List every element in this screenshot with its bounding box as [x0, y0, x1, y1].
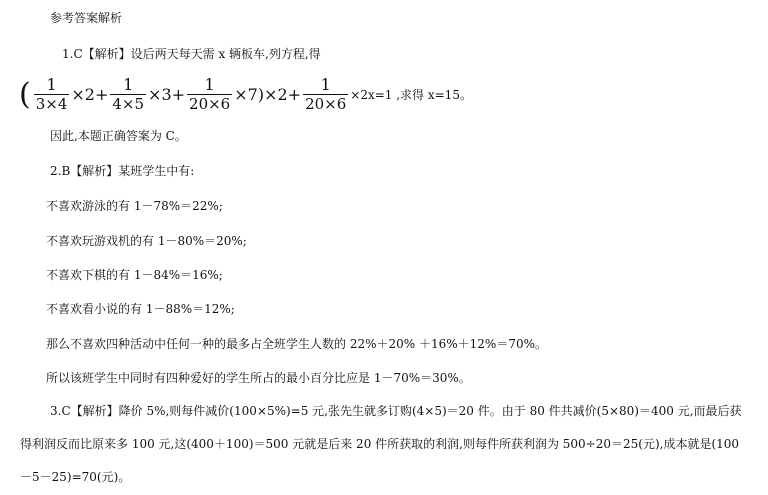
q1-equation — [18, 72, 472, 118]
equation-term-1: ×2+ — [71, 85, 109, 104]
fraction-3 — [187, 76, 232, 114]
q2-line: 不喜欢下棋的有 1－84%＝16%; — [46, 268, 223, 282]
fraction-4-numerator: 1 — [320, 75, 331, 94]
q3-line: －5－25)=70(元)。 — [20, 470, 131, 484]
fraction-4-denominator: 20×6 — [305, 95, 347, 113]
q2-line: 所以该班学生中同时有四种爱好的学生所占的最小百分比应是 1－70%＝30%。 — [46, 371, 471, 385]
fraction-2 — [110, 76, 146, 114]
fraction-2-denominator: 4×5 — [112, 95, 145, 113]
fraction-2-numerator: 1 — [123, 75, 134, 94]
open-paren: ( — [19, 77, 31, 112]
fraction-1-denominator: 3×4 — [35, 95, 68, 113]
fraction-1 — [34, 76, 70, 114]
equation-term-2: ×3+ — [148, 85, 186, 104]
equation-term-3: ×7)×2+ — [234, 85, 302, 104]
fraction-3-denominator: 20×6 — [189, 95, 231, 113]
q2-line: 不喜欢玩游戏机的有 1－80%＝20%; — [46, 234, 247, 248]
page-title: 参考答案解析 — [50, 11, 123, 25]
q3-line: 得利润反而比原来多 100 元,这(400＋100)＝500 元就是后来 20 件所获取的利润,则每件所获利润为 500÷20＝25(元),成本就是(100 — [20, 437, 740, 451]
q2-line: 不喜欢游泳的有 1－78%＝22%; — [46, 199, 223, 213]
q2-line: 不喜欢看小说的有 1－88%＝12%; — [46, 302, 235, 316]
q1-heading: 1.C【解析】设后两天每天需 x 辆板车,列方程,得 — [62, 47, 321, 61]
fraction-3-numerator: 1 — [204, 75, 215, 94]
q2-line: 那么不喜欢四种活动中任何一种的最多占全班学生人数的 22%＋20% ＋16%＋12%＝70%。 — [46, 337, 547, 351]
fraction-1-numerator: 1 — [46, 75, 57, 94]
q1-conclusion: 因此,本题正确答案为 C。 — [50, 129, 187, 143]
fraction-4 — [303, 76, 348, 114]
q3-line: 3.C【解析】降价 5%,则每件减价(100×5%)=5 元,张先生就多订购(4×5)＝20 件。由于 80 件共减价(5×80)＝400 元,而最后获 — [50, 404, 742, 418]
equation-tail: ×2x=1 ,求得 x=15。 — [350, 88, 472, 102]
q2-heading: 2.B【解析】某班学生中有: — [50, 164, 195, 178]
